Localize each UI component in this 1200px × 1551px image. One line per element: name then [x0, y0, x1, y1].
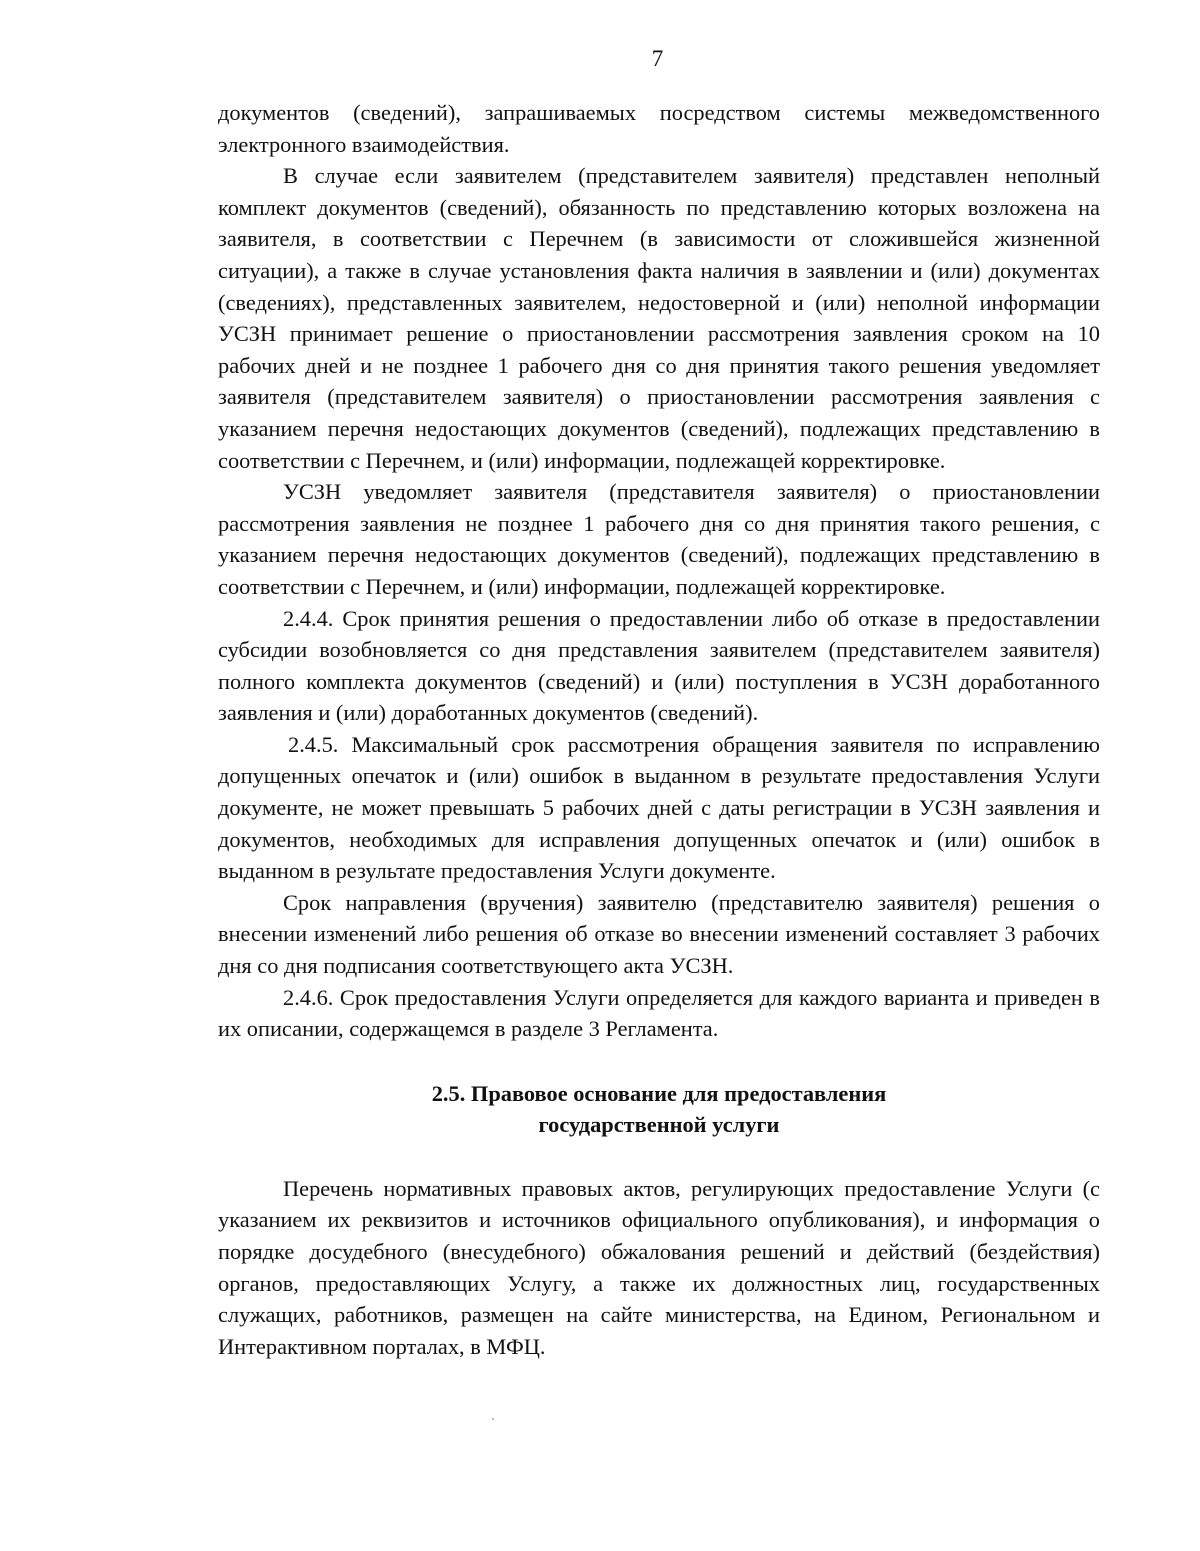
paragraph-uszn-notification: УСЗН уведомляет заявителя (представителя заявителя) о приостановлении рассмотрения заявления не позднее 1 рабочего дня со дня принятия такого решения, с указанием перечня недостающих документов (сведений), подлежащих представлению в соответствии с Перечнем, и (или) информации, подлежащей корректировке.: [218, 479, 1100, 599]
page-number: 7: [651, 46, 664, 71]
paragraph-2-4-5: 2.4.5. Максимальный срок рассмотрения обращения заявителя по исправлению допущенных опечаток и (или) ошибок в выданном в результате предоставления Услуги документе, не может превышать 5 рабочих дней с даты регистрации в УСЗН заявления и документов, необходимых для исправления допущенных опечаток и (или) ошибок в выданном в результате предоставления Услуги документе.: [218, 731, 1100, 884]
paragraph-legal-basis: Перечень нормативных правовых актов, регулирующих предоставление Услуги (с указанием их реквизитов и источников официального опубликования), и информация о порядке досудебного (внесудебного) обжалования решений и действий (бездействия) органов, предоставляющих Услугу, а также их должностных лиц, государственных служащих, работников, размещен на сайте министерства, на Едином, Региональном и Интерактивном порталах, в МФЦ.: [218, 1175, 1100, 1359]
paragraph-continuation: документов (сведений), запрашиваемых посредством системы межведомственного электронного взаимодействия.: [218, 100, 1100, 157]
scan-artifact: [492, 1418, 494, 1420]
paragraph-2-4-6: 2.4.6. Срок предоставления Услуги определяется для каждого варианта и приведен в их описании, содержащемся в разделе 3 Регламента.: [218, 984, 1100, 1042]
paragraph-suspension-incomplete-documents: В случае если заявителем (представителем заявителя) представлен неполный комплект документов (сведений), обязанность по представлению которых возложена на заявителя, в соответствии с Перечнем (в зависимости от сложившейся жизненной ситуации), а также в случае установления факта наличия в заявлении и (или) документах (сведениях), представленных заявителем, недостоверной и (или) неполной информации УСЗН принимает решение о приостановлении рассмотрения заявления сроком на 10 рабочих дней и не позднее 1 рабочего дня со дня принятия такого решения уведомляет заявителя (представителем заявителя) о приостановлении рассмотрения заявления с указанием перечня недостающих документов (сведений), подлежащих представлению в соответствии с Перечнем, и (или) информации, подлежащей корректировке.: [218, 163, 1100, 473]
paragraph-decision-delivery-term: Срок направления (вручения) заявителю (представителю заявителя) решения о внесении изменений либо решения об отказе во внесении изменений составляет 3 рабочих дня со дня подписания соответствующего акта УСЗН.: [218, 889, 1100, 979]
paragraph-2-4-4: 2.4.4. Срок принятия решения о предоставлении либо об отказе в предоставлении субсидии возобновляется со дня представления заявителем (представителем заявителя) полного комплекта документов (сведений) и (или) поступления в УСЗН доработанного заявления и (или) доработанных документов (сведений).: [218, 605, 1100, 726]
section-heading-line-1: 2.5. Правовое основание для предоставления: [431, 1080, 887, 1106]
section-heading-line-2: государственной услуги: [538, 1111, 780, 1137]
document-body: [218, 97, 1100, 1362]
section-heading-2-5: [218, 1078, 1100, 1140]
